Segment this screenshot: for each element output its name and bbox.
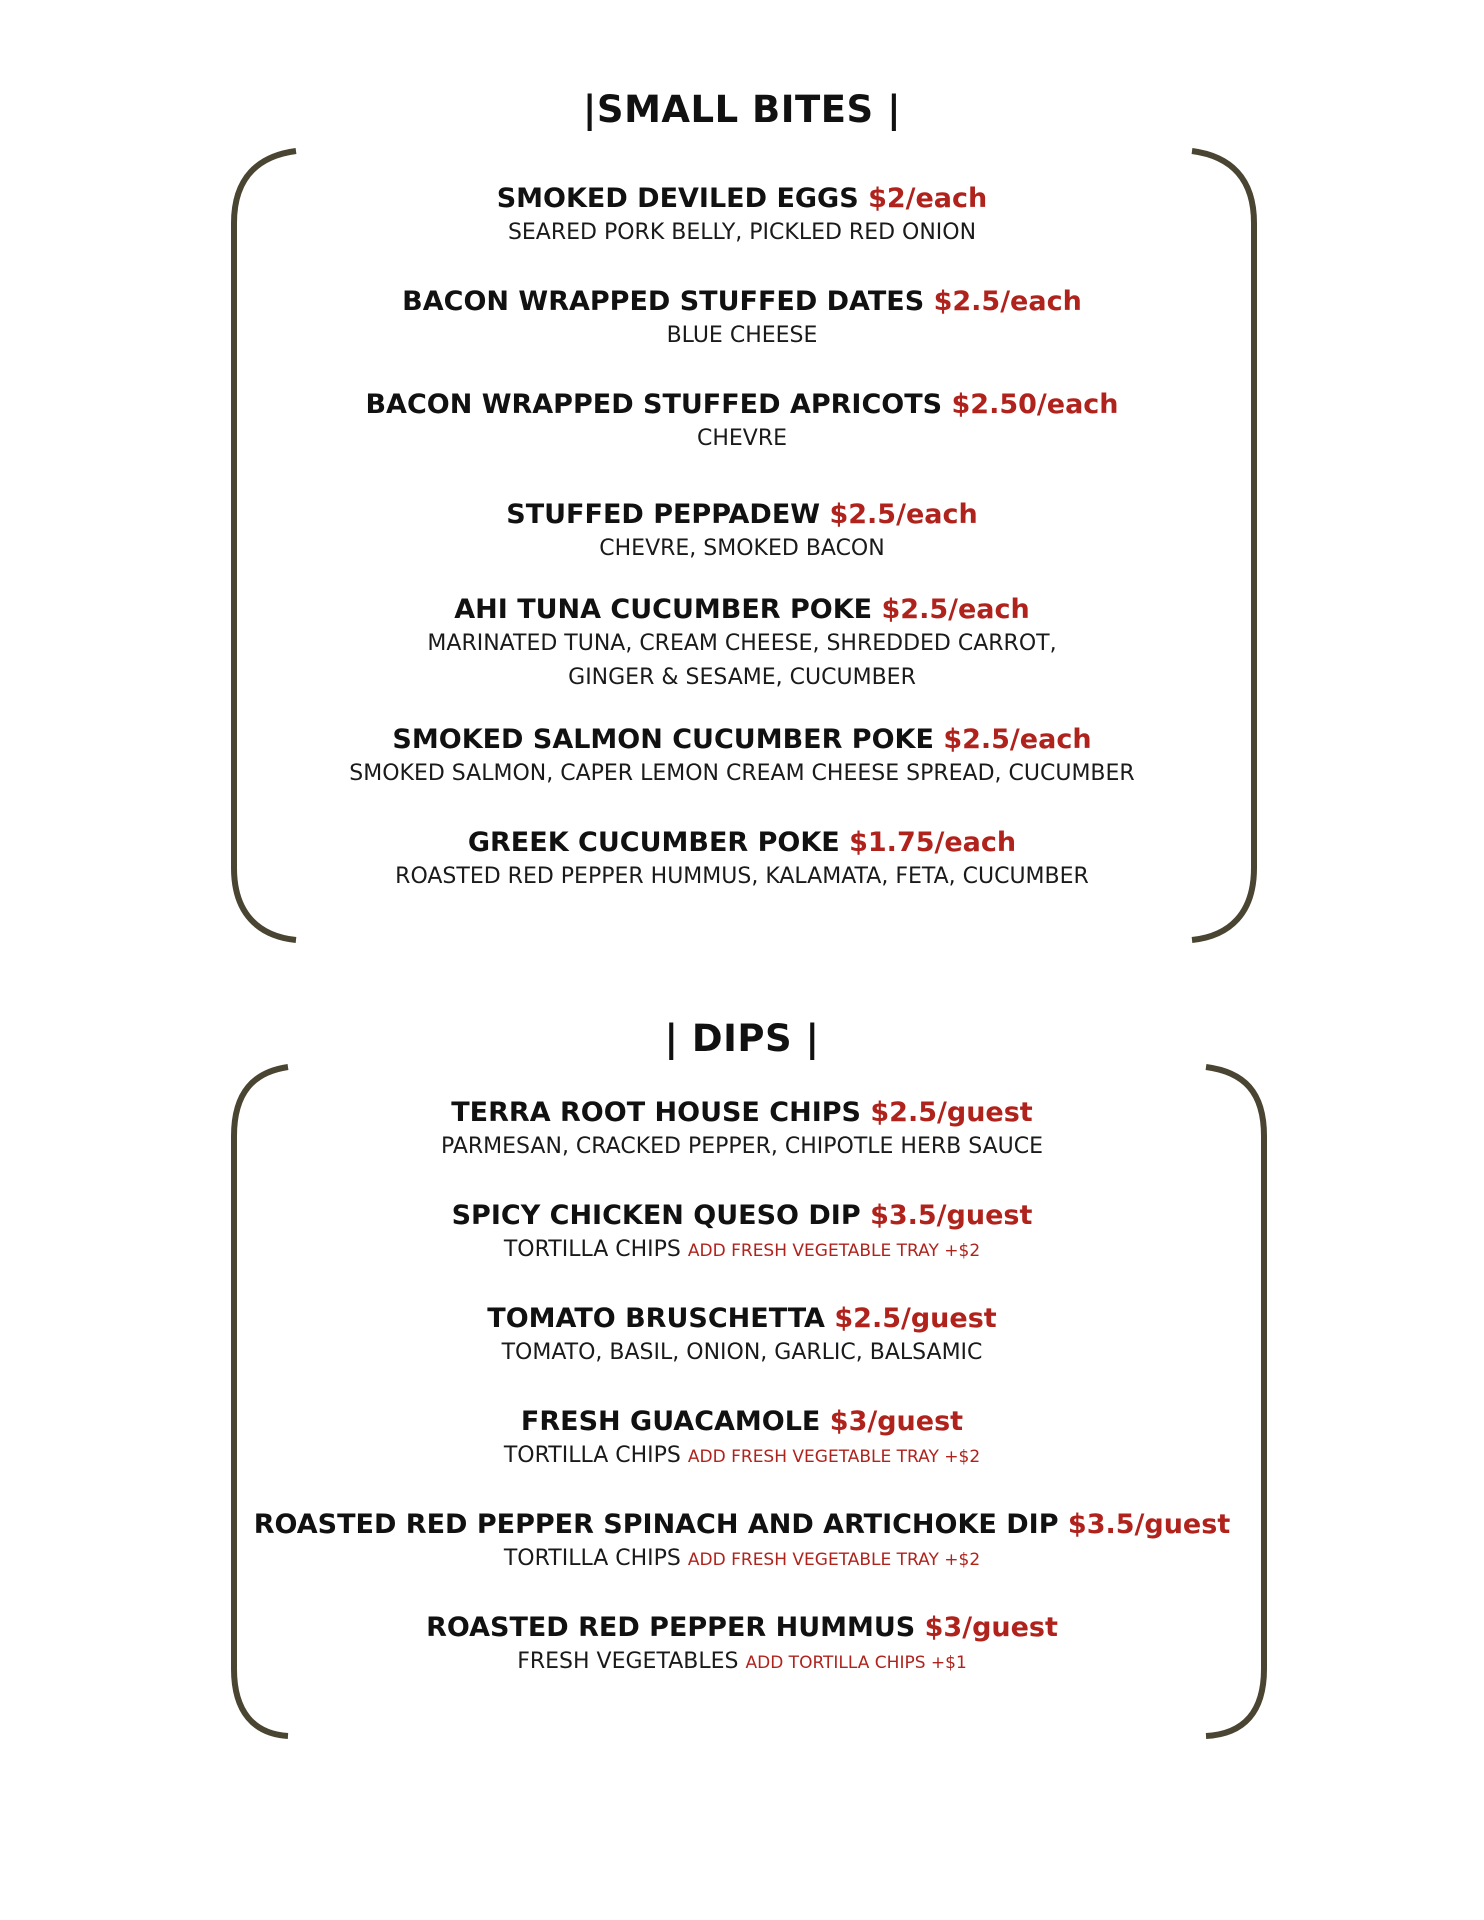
item-addon: ADD TORTILLA CHIPS +$1: [745, 1653, 967, 1673]
item-name: ROASTED RED PEPPER HUMMUS $3/guest: [426, 1612, 1058, 1643]
menu-item: [0, 1508, 1484, 1577]
item-price: $2.50/each: [951, 389, 1119, 420]
menu-item: [0, 498, 1484, 566]
item-description: FRESH VEGETABLES ADD TORTILLA CHIPS +$1: [517, 1649, 967, 1674]
item-name: GREEK CUCUMBER POKE $1.75/each: [467, 827, 1017, 858]
menu-item: [0, 1096, 1484, 1164]
item-price: $2.5/each: [881, 594, 1030, 625]
item-price: $3/guest: [924, 1612, 1058, 1643]
item-price: $2.5/guest: [834, 1303, 997, 1334]
item-description: CHEVRE: [696, 426, 788, 451]
item-name: TERRA ROOT HOUSE CHIPS $2.5/guest: [451, 1097, 1033, 1128]
menu-item: [0, 1199, 1484, 1268]
item-name: SMOKED DEVILED EGGS $2/each: [496, 183, 988, 214]
item-description: SMOKED SALMON, CAPER LEMON CREAM CHEESE SPREAD, CUCUMBER: [349, 761, 1135, 786]
menu-item: [0, 285, 1484, 353]
item-price: $2.5/each: [829, 499, 978, 530]
menu-item: [0, 723, 1484, 791]
item-price: $2.5/guest: [870, 1097, 1033, 1128]
item-description: TORTILLA CHIPS ADD FRESH VEGETABLE TRAY +$2: [503, 1546, 981, 1571]
item-description: TORTILLA CHIPS ADD FRESH VEGETABLE TRAY +$2: [503, 1237, 981, 1262]
item-description: SEARED PORK BELLY, PICKLED RED ONION: [507, 220, 977, 245]
menu-item: [0, 826, 1484, 894]
menu-item: [0, 1611, 1484, 1680]
item-price: $2/each: [868, 183, 988, 214]
item-price: $1.75/each: [849, 827, 1017, 858]
menu-item: [0, 1405, 1484, 1474]
item-addon: ADD FRESH VEGETABLE TRAY +$2: [687, 1241, 981, 1261]
item-description: ROASTED RED PEPPER HUMMUS, KALAMATA, FETA, CUCUMBER: [395, 864, 1089, 889]
item-price: $2.5/each: [933, 286, 1082, 317]
item-description: TORTILLA CHIPS ADD FRESH VEGETABLE TRAY +$2: [503, 1443, 981, 1468]
item-description: CHEVRE, SMOKED BACON: [599, 536, 885, 561]
section-title-dips: | DIPS |: [664, 1017, 820, 1060]
item-name: ROASTED RED PEPPER SPINACH AND ARTICHOKE DIP $3.5/guest: [253, 1509, 1231, 1540]
item-price: $3.5/guest: [1067, 1509, 1231, 1540]
item-price: $3.5/guest: [870, 1200, 1033, 1231]
menu-item: [0, 1302, 1484, 1370]
item-price: $3/guest: [829, 1406, 964, 1437]
item-description: MARINATED TUNA, CREAM CHEESE, SHREDDED CARROT,: [427, 631, 1057, 656]
item-name: BACON WRAPPED STUFFED DATES $2.5/each: [402, 286, 1082, 317]
menu-item: [0, 593, 1484, 695]
item-name: SMOKED SALMON CUCUMBER POKE $2.5/each: [392, 724, 1092, 755]
item-name: BACON WRAPPED STUFFED APRICOTS $2.50/each: [365, 389, 1119, 420]
section-title-small-bites: |SMALL BITES |: [582, 88, 902, 131]
item-name: STUFFED PEPPADEW $2.5/each: [506, 499, 978, 530]
item-name: SPICY CHICKEN QUESO DIP $3.5/guest: [451, 1200, 1033, 1231]
menu-item: [0, 388, 1484, 456]
item-name: AHI TUNA CUCUMBER POKE $2.5/each: [454, 594, 1030, 625]
item-description: PARMESAN, CRACKED PEPPER, CHIPOTLE HERB SAUCE: [440, 1134, 1044, 1159]
item-name: FRESH GUACAMOLE $3/guest: [520, 1406, 964, 1437]
item-addon: ADD FRESH VEGETABLE TRAY +$2: [687, 1550, 981, 1570]
item-price: $2.5/each: [943, 724, 1092, 755]
item-description: BLUE CHEESE: [666, 323, 818, 348]
item-name: TOMATO BRUSCHETTA $2.5/guest: [487, 1303, 997, 1334]
item-description: GINGER & SESAME, CUCUMBER: [568, 665, 916, 690]
item-description: TOMATO, BASIL, ONION, GARLIC, BALSAMIC: [501, 1340, 983, 1365]
item-addon: ADD FRESH VEGETABLE TRAY +$2: [687, 1447, 981, 1467]
menu-item: [0, 182, 1484, 250]
